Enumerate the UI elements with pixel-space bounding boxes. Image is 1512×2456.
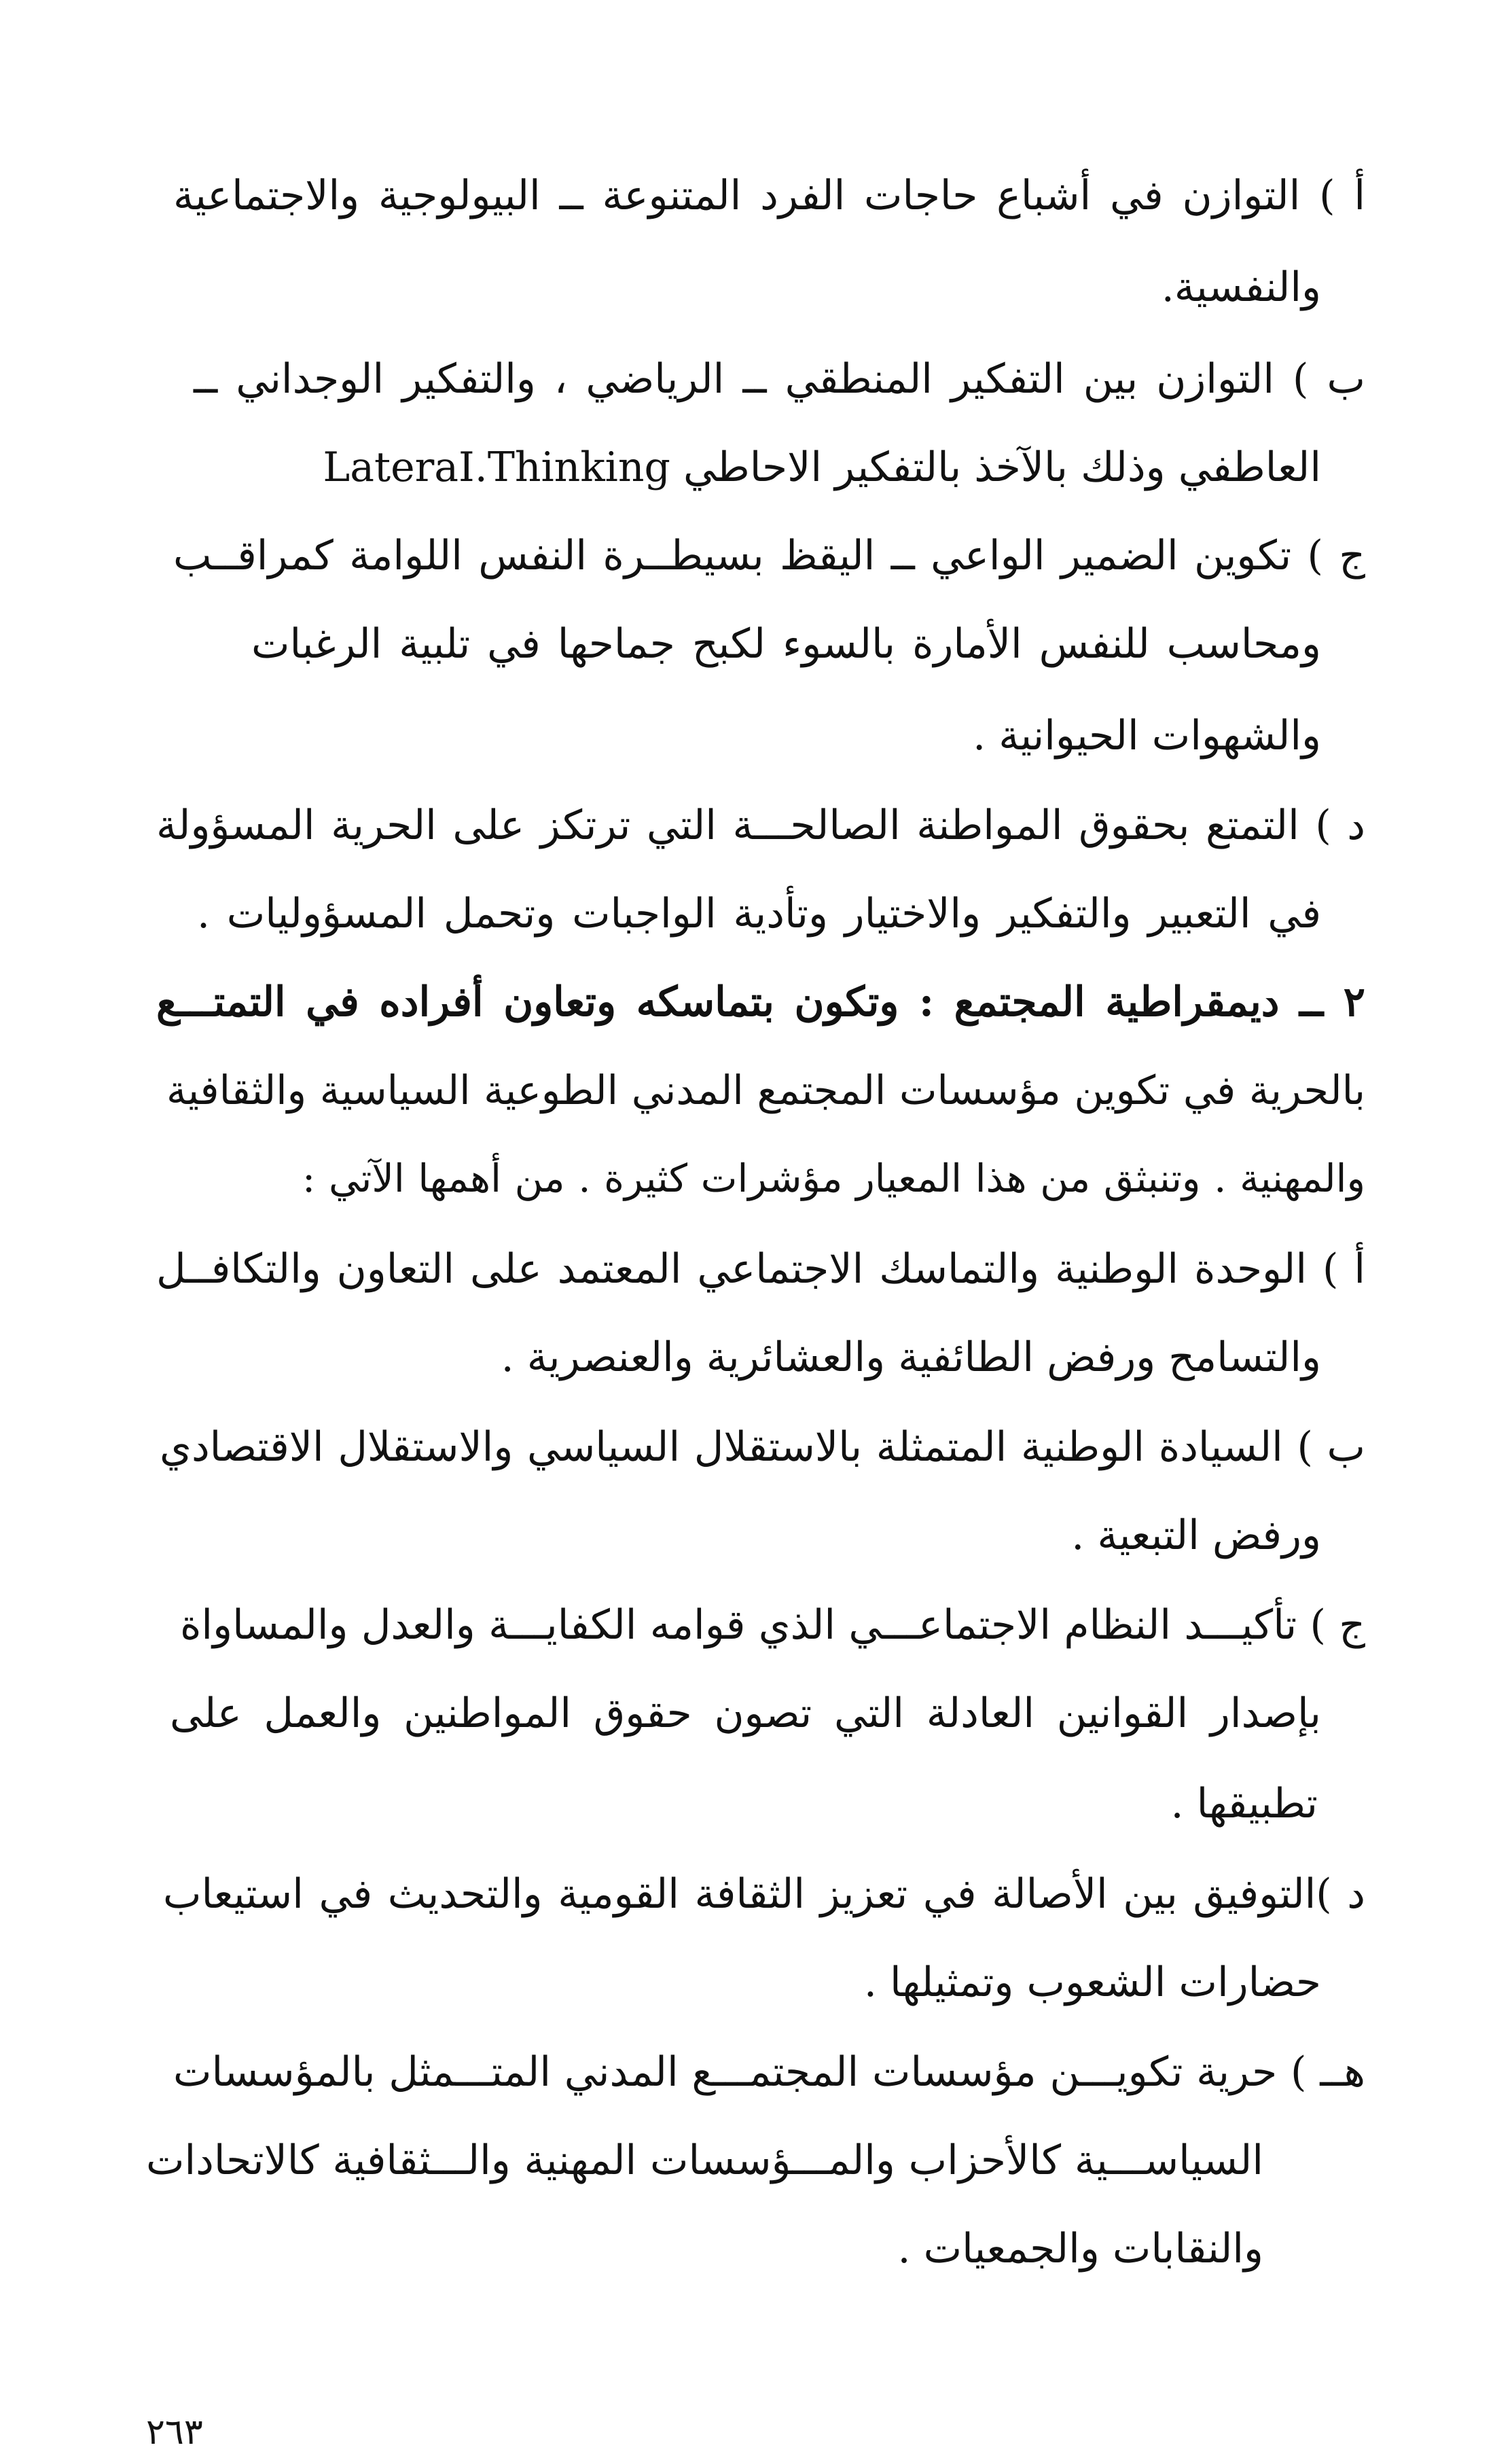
section-2-line-1: ٢ ــ ديمقراطية المجتمع : وتكون بتماسكه وتعاون أفراده في التمتـــع xyxy=(156,978,1365,1026)
text-line-1: أ ) التوازن في أشباع حاجات الفرد المتنوعة ــ البيولوجية والاجتماعية xyxy=(173,172,1365,219)
text-line-21: حضارات الشعوب وتمثيلها . xyxy=(863,1959,1321,2006)
text-line-20: د )التوفيق بين الأصالة في تعزيز الثقافة القومية والتحديث في استيعاب xyxy=(163,1870,1365,1918)
text-line-3: ب ) التوازن بين التفكير المنطقي ــ الرياضي ، والتفكير الوجداني ــ xyxy=(194,355,1365,403)
text-line-8: د ) التمتع بحقوق المواطنة الصالحـــة التي ترتكز على الحرية المسؤولة xyxy=(156,802,1365,849)
text-line-4: العاطفي وذلك بالآخذ بالتفكير الاحاطي LateraI.Thinking xyxy=(323,444,1321,491)
text-line-6: ومحاسب للنفس الأمارة بالسوء لكبح جماحها في تلبية الرغبات xyxy=(251,620,1321,668)
text-line-11: بالحرية في تكوين مؤسسات المجتمع المدني الطوعية السياسية والثقافية xyxy=(166,1067,1365,1114)
text-line-15: ب ) السيادة الوطنية المتمثلة بالاستقلال السياسي والاستقلال الاقتصادي xyxy=(160,1423,1365,1471)
text-line-17: ج ) تأكيـــد النظام الاجتماعـــي الذي قوامه الكفايـــة والعدل والمساواة xyxy=(180,1601,1365,1649)
page-number: ٢٦٣ xyxy=(146,2412,203,2453)
text-line-24: والنقابات والجمعيات . xyxy=(897,2225,1263,2273)
text-line-7: والشهوات الحيوانية . xyxy=(973,712,1321,760)
text-line-5: ج ) تكوين الضمير الواعي ــ اليقظ بسيطــرة النفس اللوامة كمراقــب xyxy=(173,532,1365,580)
text-line-14: والتسامح ورفض الطائفية والعشائرية والعنصرية . xyxy=(501,1334,1321,1381)
text-line-16: ورفض التبعية . xyxy=(1071,1512,1321,1559)
text-line-9: في التعبير والتفكير والاختيار وتأدية الواجبات وتحمل المسؤوليات . xyxy=(197,890,1321,938)
text-line-13: أ ) الوحدة الوطنية والتماسك الاجتماعي المعتمد على التعاون والتكافــل xyxy=(156,1245,1365,1293)
text-line-19: تطبيقها . xyxy=(1170,1780,1318,1828)
text-line-22: هــ ) حرية تكويـــن مؤسسات المجتمـــع المدني المتـــمثل بالمؤسسات xyxy=(173,2048,1365,2096)
text-line-23: السياســـية كالأحزاب والمـــؤسسات المهنية والـــثقافية كالاتحادات xyxy=(146,2137,1263,2184)
text-line-12: والمهنية . وتنبثق من هذا المعيار مؤشرات كثيرة . من أهمها الآتي : xyxy=(302,1156,1365,1201)
text-line-2: والنفسية. xyxy=(1161,264,1321,311)
text-line-18: بإصدار القوانين العادلة التي تصون حقوق المواطنين والعمل على xyxy=(170,1690,1321,1737)
